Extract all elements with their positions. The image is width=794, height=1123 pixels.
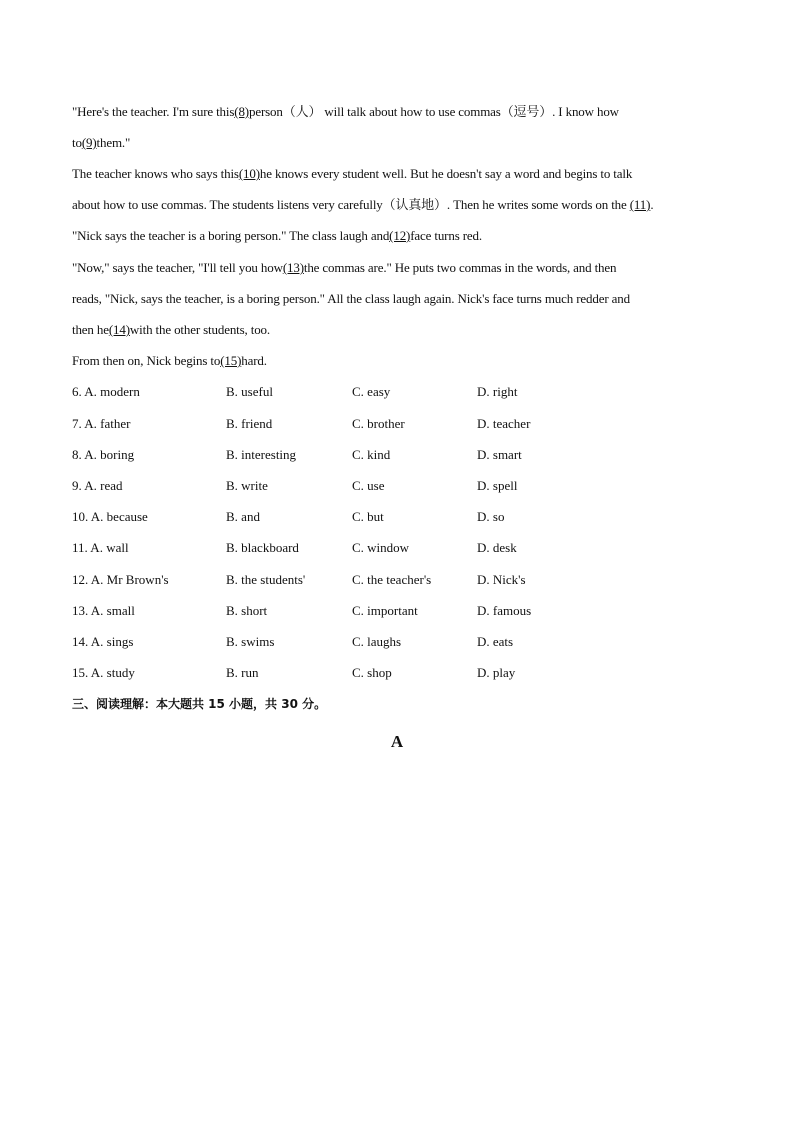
passage-line-5 [72,227,482,245]
blank-15: (15) [220,353,242,368]
question-8 [72,446,672,464]
option-b: B. useful [226,384,273,399]
blank-10: (10) [238,166,260,181]
question-11 [72,539,672,557]
option-d: D. so [477,509,505,524]
option-a: 10. A. because [72,509,148,524]
text: hard. [241,353,267,368]
option-a: 7. A. father [72,416,131,431]
option-d: D. right [477,384,518,399]
option-b: B. write [226,478,268,493]
option-d: D. smart [477,447,522,462]
passage-line-9 [72,352,267,370]
option-a: 14. A. sings [72,634,134,649]
text: the commas are." He puts two commas in the words, and then [303,260,617,275]
passage-line-1 [72,103,619,121]
blank-14: (14) [108,322,130,337]
passage-line-8 [72,321,270,339]
text: "Nick says the teacher is a boring person." The class laugh and [72,228,390,243]
option-d: D. spell [477,478,518,493]
question-12 [72,571,672,589]
passage-line-4 [72,196,653,214]
option-a: 12. A. Mr Brown's [72,572,169,587]
option-b: B. the students' [226,572,306,587]
option-b: B. run [226,665,259,680]
text: "Now," says the teacher, "I'll tell you how [72,260,283,275]
option-a: 11. A. wall [72,540,129,555]
question-15 [72,664,672,682]
text: to [72,135,82,150]
blank-12: (12) [389,228,411,243]
text: about how to use commas. The students listens very carefully（认真地）. Then he writes some words on the [72,197,630,212]
blank-11: (11) [629,197,651,212]
passage-line-3 [72,165,632,183]
text: The teacher knows who says this [72,166,239,181]
text: he knows every student well. But he doesn't say a word and begins to talk [259,166,633,181]
passage-line-2 [72,134,130,152]
passage-line-6 [72,259,616,277]
option-a: 13. A. small [72,603,135,618]
option-d: D. desk [477,540,517,555]
option-c: C. laughs [352,634,402,649]
text: reads, "Nick, says the teacher, is a boring person." All the class laugh again. Nick's face turns much redder and [72,291,630,306]
option-c: C. shop [352,665,392,680]
option-c: C. brother [352,416,405,431]
option-d: D. Nick's [477,572,526,587]
option-c: C. but [352,509,384,524]
option-c: C. window [352,540,410,555]
question-6 [72,383,672,401]
question-13 [72,602,672,620]
passage-line-7 [72,290,630,308]
text: . [650,197,654,212]
option-c: C. easy [352,384,391,399]
option-c: C. use [352,478,385,493]
question-14 [72,633,672,651]
text: with the other students, too. [129,322,271,337]
option-b: B. and [226,509,260,524]
option-c: C. the teacher's [352,572,432,587]
option-d: D. teacher [477,416,531,431]
option-d: D. famous [477,603,532,618]
text: "Here's the teacher. I'm sure this [72,104,235,119]
text: then he [72,322,109,337]
text: face turns red. [410,228,482,243]
question-9 [72,477,672,495]
blank-9: (9) [81,135,97,150]
question-7 [72,415,672,433]
text: them." [96,135,131,150]
section-heading: 三、阅读理解：本大题共 15 小题，共 30 分。 [72,697,327,711]
option-b: B. blackboard [226,540,299,555]
option-b: B. short [226,603,268,618]
option-b: B. friend [226,416,273,431]
option-c: C. kind [352,447,391,462]
option-b: B. interesting [226,447,297,462]
part-label: A [390,732,404,751]
text: person（人） will talk about how to use commas（逗号）. I know how [249,104,619,119]
option-a: 15. A. study [72,665,135,680]
blank-13: (13) [282,260,304,275]
option-a: 9. A. read [72,478,123,493]
option-d: D. eats [477,634,514,649]
option-c: C. important [352,603,418,618]
option-d: D. play [477,665,516,680]
option-a: 6. A. modern [72,384,140,399]
option-a: 8. A. boring [72,447,135,462]
text: From then on, Nick begins to [72,353,221,368]
blank-8: (8) [234,104,249,119]
option-b: B. swims [226,634,275,649]
question-10 [72,508,672,526]
